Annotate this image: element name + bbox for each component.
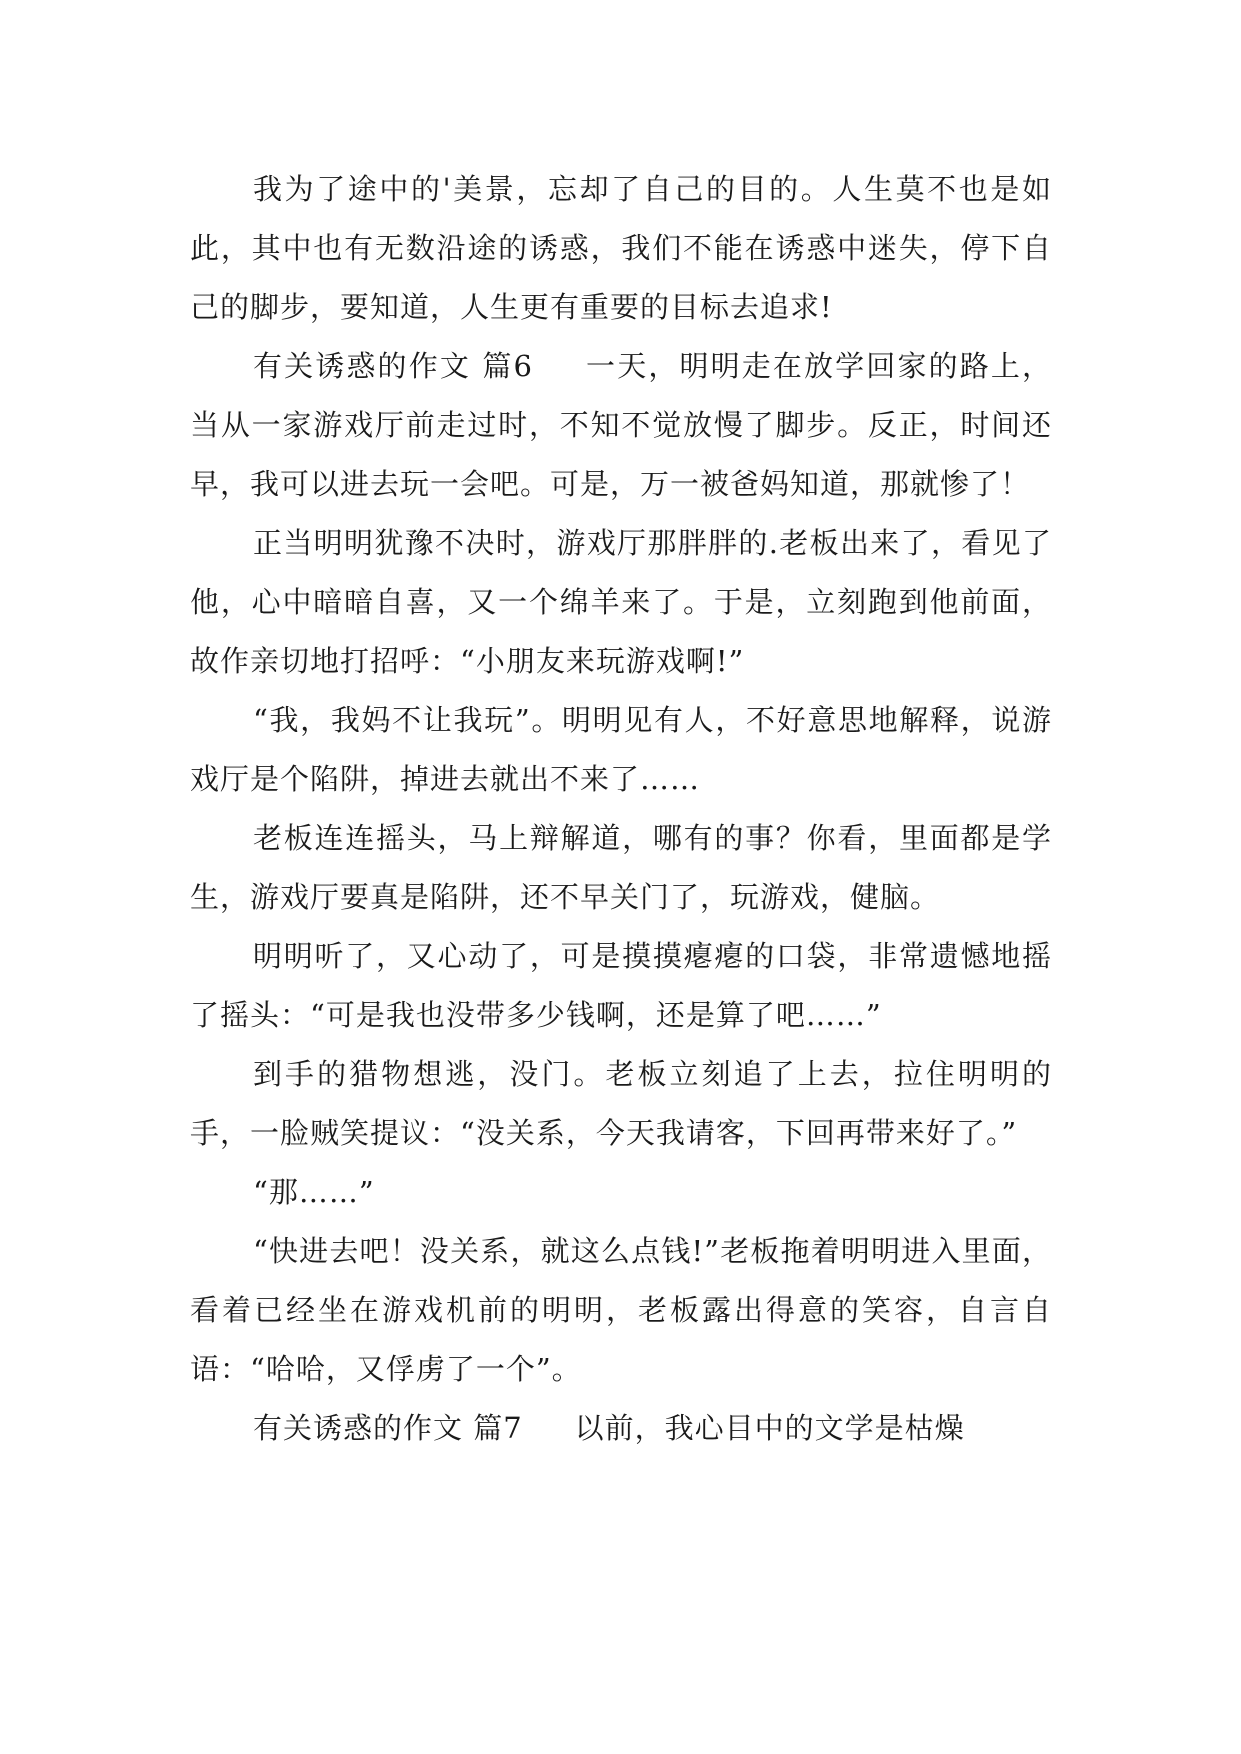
essay-heading-7: 有关诱惑的作文 篇7 <box>253 1411 523 1445</box>
paragraph-text: 老板连连摇头，马上辩解道，哪有的事？你看，里面都是学生，游戏厅要真是陷阱，还不早关门了，玩游戏，健脑。 <box>190 821 1052 914</box>
paragraph-text: “我，我妈不让我玩”。明明见有人，不好意思地解释，说游戏厅是个陷阱，掉进去就出不来了…… <box>190 703 1052 796</box>
paragraph-10 <box>190 1399 1052 1458</box>
paragraph-text: 以前，我心目中的文学是枯燥 <box>574 1411 965 1445</box>
paragraph-5 <box>190 809 1052 927</box>
paragraph-4 <box>190 691 1052 809</box>
paragraph-7 <box>190 1045 1052 1163</box>
paragraph-text: 我为了途中的'美景，忘却了自己的目的。人生莫不也是如此，其中也有无数沿途的诱惑，我们不能在诱惑中迷失，停下自己的脚步，要知道，人生更有重要的目标去追求! <box>190 172 1052 324</box>
paragraph-2 <box>190 337 1052 514</box>
paragraph-text: 明明听了，又心动了，可是摸摸瘪瘪的口袋，非常遗憾地摇了摇头：“可是我也没带多少钱啊，还是算了吧……” <box>190 939 1052 1032</box>
paragraph-8 <box>190 1163 1052 1222</box>
paragraph-text: “那……” <box>253 1175 375 1209</box>
paragraph-text: 一天，明明走在放学回家的路上，当从一家游戏厅前走过时，不知不觉放慢了脚步。反正，时间还早，我可以进去玩一会吧。可是，万一被爸妈知道，那就惨了！ <box>190 349 1052 501</box>
paragraph-6 <box>190 927 1052 1045</box>
paragraph-text: “快进去吧！没关系，就这么点钱!”老板拖着明明进入里面，看着已经坐在游戏机前的明明，老板露出得意的笑容，自言自语：“哈哈，又俘虏了一个”。 <box>190 1234 1052 1386</box>
paragraph-text: 到手的猎物想逃，没门。老板立刻追了上去，拉住明明的手，一脸贼笑提议：“没关系，今天我请客，下回再带来好了。” <box>190 1057 1052 1150</box>
paragraph-9 <box>190 1222 1052 1399</box>
document-body <box>190 160 1052 1458</box>
paragraph-3 <box>190 514 1052 691</box>
paragraph-1 <box>190 160 1052 337</box>
paragraph-text: 正当明明犹豫不决时，游戏厅那胖胖的.老板出来了，看见了他，心中暗暗自喜，又一个绵羊来了。于是，立刻跑到他前面，故作亲切地打招呼：“小朋友来玩游戏啊!” <box>190 526 1052 678</box>
essay-heading-6: 有关诱惑的作文 篇6 <box>253 349 533 383</box>
